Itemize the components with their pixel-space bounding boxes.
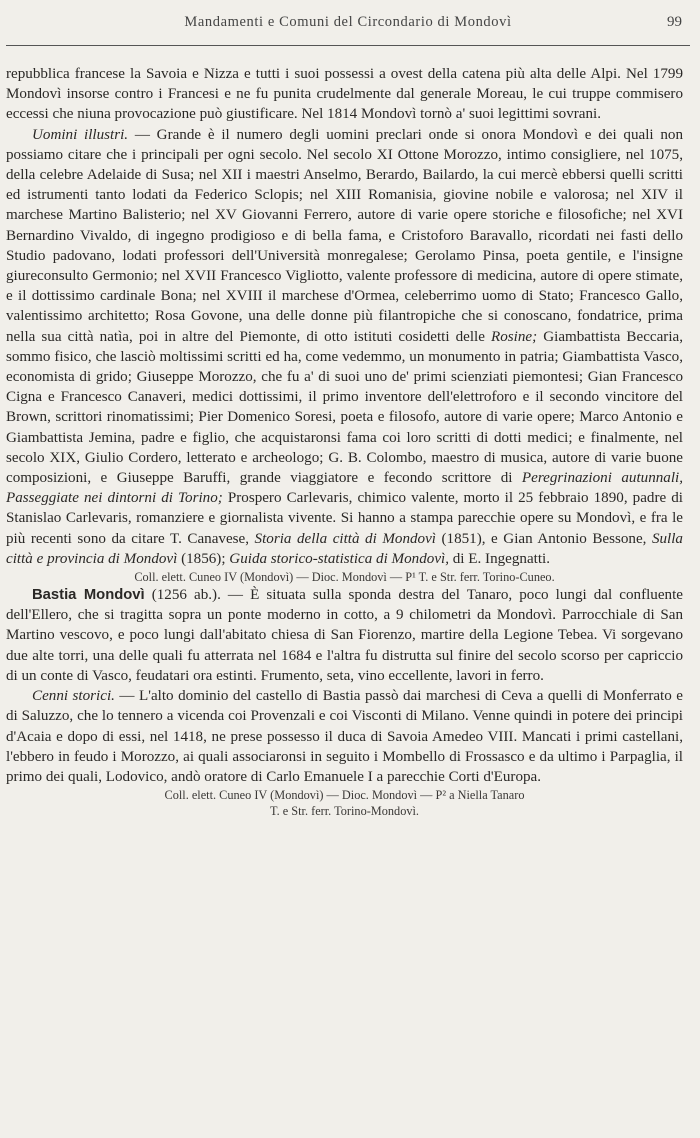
text-segment: (1856); bbox=[177, 550, 230, 567]
electoral-info-mondovi: Coll. elett. Cuneo IV (Mondovì) — Dioc. Mondovì — P¹ T. e Str. ferr. Torino-Cuneo. bbox=[134, 570, 555, 585]
section-heading-cenni-storici: Cenni storici. bbox=[32, 688, 115, 705]
bastia-entry-paragraph bbox=[6, 585, 683, 686]
section-heading-uomini-illustri: Uomini illustri. bbox=[32, 126, 129, 143]
page-body bbox=[6, 64, 683, 819]
page-header bbox=[6, 14, 690, 44]
entry-title-bastia: Bastia Mondovì bbox=[32, 587, 145, 604]
header-rule bbox=[6, 45, 690, 46]
italic-title-peregrinazioni: Peregrinazioni autunnali, Passeggiate nei dintorni di Torino; bbox=[6, 470, 684, 507]
text-segment: — L'alto dominio del castello di Bastia passò dai marchesi di Ceva a quelli di Monferrato e di Saluzzo, che lo tennero a vicenda coi Provenzali e coi Visconti di Milano. Venne quindi in potere dei principi d'Acaia e dopo di essi, nel 1418, ne prese possesso il duca di Savoia Amedeo VIII. Mancati i primi castellani, l'ebbero in feudo i Morozzo, ai quali associaronsi in seguito i Mombello di Frossasco e da ultimo i Parpaglia, il primo dei quali, Lodovico, andò oratore di Carlo Emanuele I a parecchie Corti d'Europa. bbox=[6, 688, 683, 785]
running-title: Mandamenti e Comuni del Circondario di Mondovì bbox=[184, 14, 512, 30]
electoral-info-bastia bbox=[6, 787, 683, 819]
footer-line-1: Coll. elett. Cuneo IV (Mondovì) — Dioc. Mondovì — P² a Niella Tanaro bbox=[164, 788, 525, 803]
italic-title-storia: Storia della città di Mondovì bbox=[254, 530, 436, 547]
italic-title-rosine: Rosine; bbox=[491, 328, 538, 345]
text-segment: di E. Ingegnatti. bbox=[448, 550, 551, 567]
text-segment: Giambattista Beccaria, sommo fisico, che lasciò moltissimi scritti ed ha, come vedemmo, un monumento in patria; Giambattista Vasco, economista di grido; Giuseppe Morozzo, che fu a' di suoi uno de' primi scienziati piemontesi; Gian Francesco Cigna e Francesco Canaveri, medici dottissimi, il primo inventore dell'elettroforo e il secondo vincitore del Brown, scrittori rinomatissimi; Pier Domenico Soresi, poeta e filosofo, autore di varie opere; Marco Antonio e Giambattista Jemina, padre e figlio, che acquistaronsi fama coi loro scritti di dotti medici; e finalmente, nel secolo XIX, Giulio Cordero, letterato e archeologo; G. B. Colombo, maestro di musica, autore di varie buone composizioni, e Giuseppe Baruffi, grande viaggiatore e fecondo scrittore di bbox=[6, 328, 683, 487]
text-segment: (1851), e Gian Antonio Bessone, bbox=[435, 530, 652, 547]
history-paragraph: repubblica francese la Savoia e Nizza e tutti i suoi possessi a ovest della catena più alta delle Alpi. Nel 1799 Mondovì insorse contro i Francesi e ne fu punita crudelmente dal generale Moreau, le cui truppe commisero eccessi che niuna provocazione può giustificare. Nel 1814 Mondovì tornò a' suoi legittimi sovrani. bbox=[6, 66, 683, 123]
italic-title-guida: Guida storico-statistica di Mondovì, bbox=[229, 550, 449, 567]
illustrious-men-paragraph bbox=[6, 125, 683, 569]
italic-title-sulla-citta: Sulla città e provincia di Mondovì bbox=[6, 530, 683, 567]
historical-notes-paragraph bbox=[6, 686, 683, 787]
text-segment: Prospero Carlevaris, chimico valente, morto il 25 febbraio 1890, padre di Stanislao Carlevaris, romanziere e giornalista vivente. Si hanno a stampa parecchie opere su Mondovì, e fra le più recenti sono da citare T. Canavese, bbox=[6, 490, 683, 547]
footer-line-2: T. e Str. ferr. Torino-Mondovì. bbox=[270, 804, 419, 819]
text-segment: (1256 ab.). — È situata sulla sponda destra del Tanaro, poco lungi dal confluente dell'Ellero, che si tragitta sopra un ponte moderno in cotto, a 9 chilometri da Mondovì. Parrocchiale di San Martino vescovo, e poco lungi dall'abitato chiesa di San Fiorenzo, martire della Legione Tebea. Vi sorgevano due alte torri, una delle quali fu atterrata nel 1684 e l'altra fu distrutta sul finire del secolo scorso per capriccio di un conte di Vasco, feudatari ora estinti. Frumento, seta, vino eccellente, lavori in ferro. bbox=[6, 587, 683, 684]
page-number: 99 bbox=[667, 14, 682, 30]
text-segment: — Grande è il numero degli uomini preclari onde si onora Mondovì e dei quali non possiamo citare che i principali per ogni secolo. Nel secolo XI Ottone Morozzo, intimo consigliere, nel 1075, della celebre Adelaide di Susa; nel XII i maestri Anselmo, Berardo, Bailardo, la cui mercè ebbersi quelli scritti ed istrumenti tanto lodati da Federico Sclopis; nel XIII Romanisia, giovine nobile e valorosa; nel XIV il marchese Martino Balisterio; nel XV Giovanni Ferrero, autore di varie opere storiche e filosofiche; nel XVI Bernardino Vivaldo, di ingegno prodigioso e di bella fama, e Cristoforo Baravallo, ricordati nei fasti dello Studio padovano, lodati professori dell'Università monregalese; Gerolamo Pinsa, poeta gentile, e l'insigne giureconsulto Germonio; nel XVII Francesco Vigliotto, valente professore di medicina, autore di opere stimate, e il dottissimo cardinale Bona; nel XVIII il marchese d'Ormea, celeberrimo uomo di Stato; Francesco Gallo, valentissimo architetto; Rosa Govone, una delle donne più filantropiche che si conoscano, fondatrice, prima nella sua città natìa, poi in altre del Piemonte, di otto istituti cosidetti delle bbox=[6, 126, 683, 345]
